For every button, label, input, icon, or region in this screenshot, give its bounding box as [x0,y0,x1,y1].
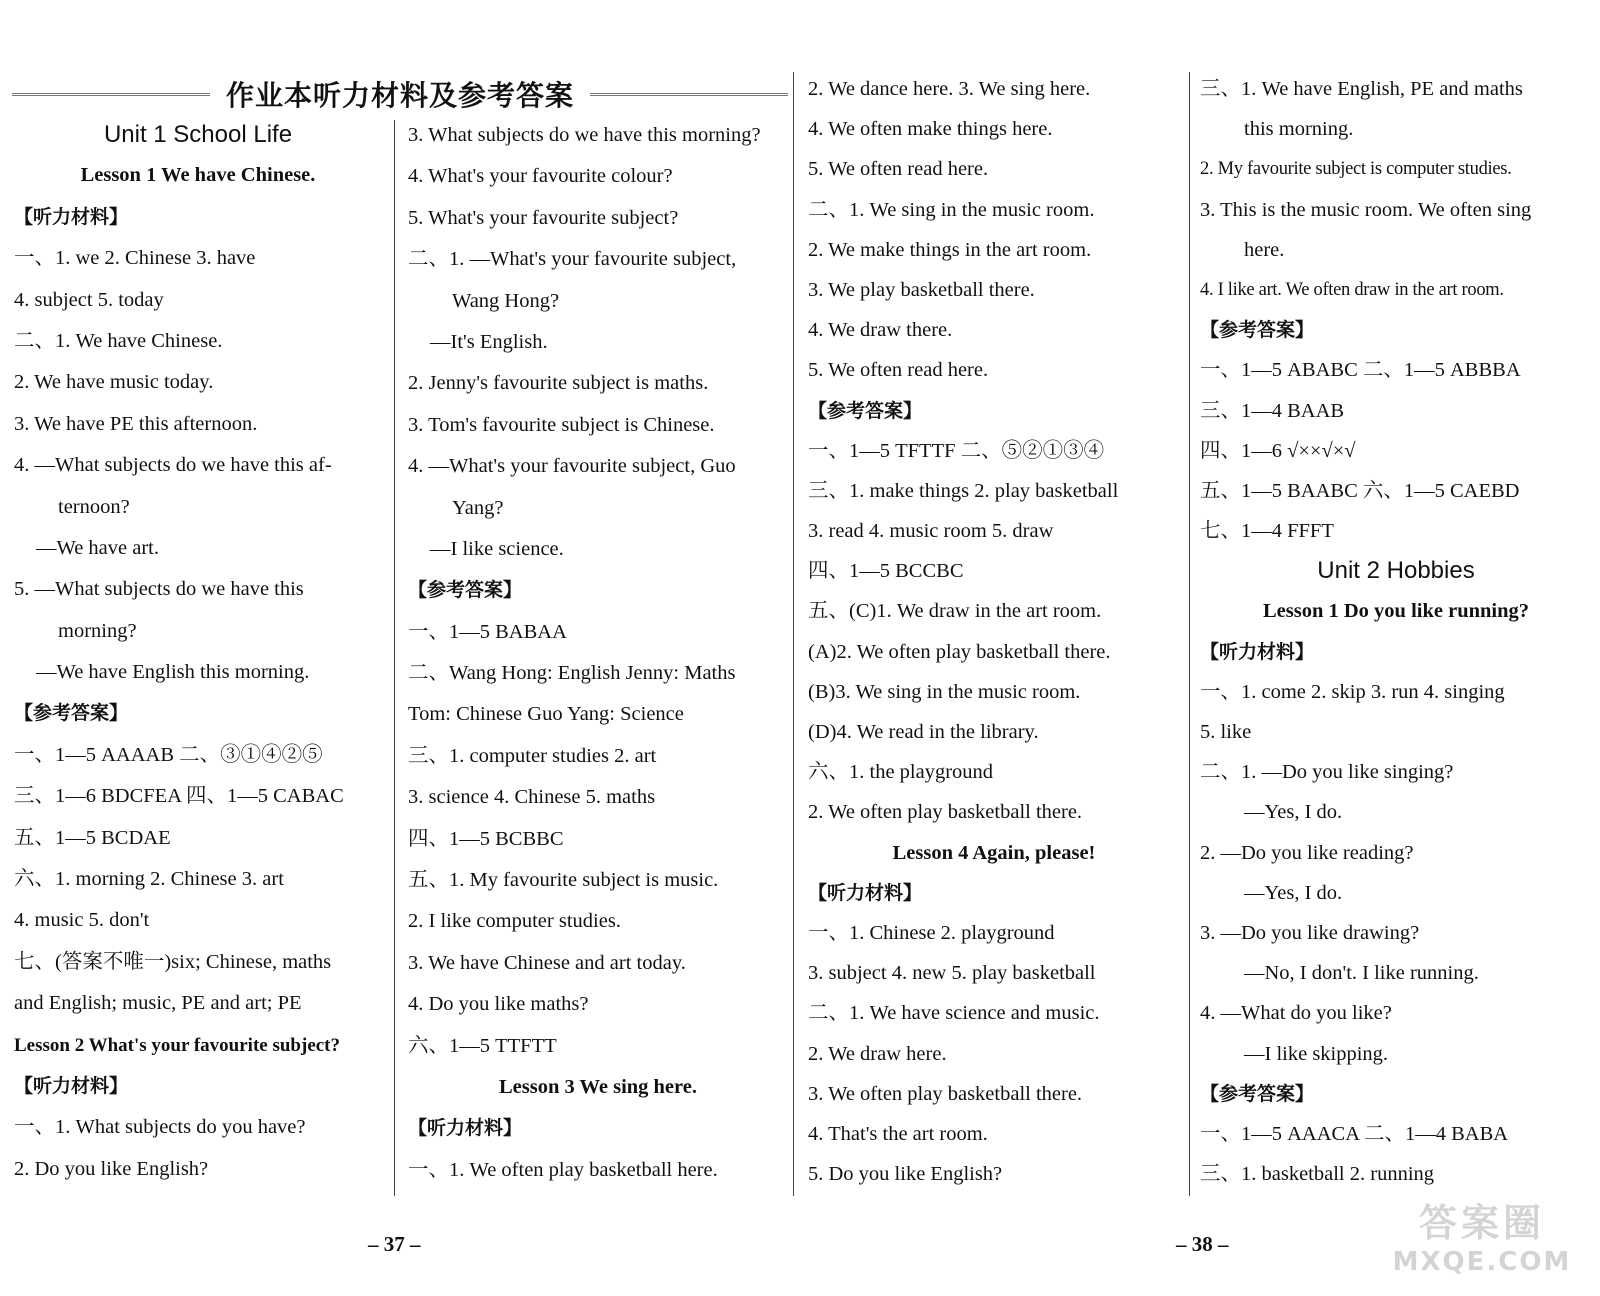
text-line: morning? [58,619,137,642]
text-line: 2. We have music today. [14,371,214,394]
page-divider [793,72,794,1196]
text-line: (D)4. We read in the library. [808,721,1039,743]
text-line: 一、1. we 2. Chinese 3. have [14,247,256,270]
text-line: 4. —What subjects do we have this af- [14,454,332,477]
text-line: 2. —Do you like reading? [1200,841,1414,864]
text-line: 六、1—5 TTFTT [408,1034,557,1057]
section-label: 【参考答案】 [1200,1082,1315,1105]
text-line: 一、1—5 AAACA 二、1—4 BABA [1200,1122,1509,1145]
text-line: 5. We often read here. [808,158,989,181]
text-line: 2. We draw here. [808,1042,947,1065]
section-label: 【参考答案】 [14,702,129,725]
section-label: 【参考答案】 [808,399,923,422]
text-line: 4. Do you like maths? [408,993,589,1016]
text-line: 2. We dance here. 3. We sing here. [808,78,1091,100]
text-line: 三、1. We have English, PE and maths [1200,78,1523,100]
text-line: —I like science. [430,537,564,560]
text-line: 3. Tom's favourite subject is Chinese. [408,413,715,436]
title-rule-right [590,93,788,96]
text-line: 四、1—5 BCCBC [808,560,964,583]
text-line: 三、1—6 BDCFEA 四、1—5 CABAC [14,785,344,808]
text-line: and English; music, PE and art; PE [14,992,302,1015]
text-line: 一、1. What subjects do you have? [14,1116,306,1139]
page-title-row [12,70,788,118]
text-line: 3. subject 4. new 5. play basketball [808,962,1096,985]
text-line: 五、1—5 BCDAE [14,826,171,849]
text-line: 4. —What's your favourite subject, Guo [408,455,736,478]
text-line: 4. I like art. We often draw in the art room. [1200,279,1504,300]
text-line: 3. What subjects do we have this morning? [408,124,761,146]
text-line: 3. This is the music room. We often sing [1200,198,1532,221]
page-number-left: – 37 – [368,1232,421,1256]
text-line: 4. We often make things here. [808,118,1053,141]
lesson-heading: Lesson 3 We sing here. [498,1075,697,1098]
text-line: 五、(C)1. We draw in the art room. [808,600,1102,623]
section-label: 【听力材料】 [408,1117,523,1140]
text-line: 2. I like computer studies. [408,910,621,933]
text-line: ternoon? [58,495,130,518]
text-line: 3. We play basketball there. [808,278,1035,301]
text-line: 一、1—5 TFTTF 二、⑤②①③④ [808,439,1105,462]
text-line: 七、(答案不唯一)six; Chinese, maths [14,950,332,973]
lesson-heading: Lesson 4 Again, please! [892,841,1096,864]
lesson-heading: Lesson 1 Do you like running? [1263,600,1529,623]
column-divider-3 [1189,72,1190,1196]
unit-heading: Unit 1 School Life [103,121,293,148]
text-line: 4. subject 5. today [14,288,164,311]
text-line: 2. My favourite subject is computer studies. [1200,159,1512,180]
text-line: 二、1. We have Chinese. [14,329,223,352]
text-line: 六、1. the playground [808,761,994,784]
text-line: 5. We often read here. [808,359,989,382]
text-line: 二、Wang Hong: English Jenny: Maths [408,662,736,685]
text-line: 五、1. My favourite subject is music. [408,869,719,892]
text-line: 5. Do you like English? [808,1163,1003,1186]
unit-heading: Unit 2 Hobbies [1317,557,1475,585]
text-line: Lesson 2 What's your favourite subject? [14,1034,341,1056]
text-line: 三、1. basketball 2. running [1200,1163,1435,1186]
column-3 [808,69,1180,1199]
text-line: 四、1—5 BCBBC [408,827,564,850]
text-line: Tom: Chinese Guo Yang: Science [408,703,684,726]
text-line: —We have art. [36,536,159,559]
text-line: —It's English. [430,330,548,353]
text-line: 4. —What do you like? [1200,1002,1392,1025]
text-line: 5. like [1200,721,1252,743]
text-line: 七、1—4 FFFT [1200,520,1334,543]
text-line: 五、1—5 BAABC 六、1—5 CAEBD [1200,479,1520,502]
column-4 [1200,69,1592,1199]
section-label: 【听力材料】 [14,205,129,228]
page-title: 作业本听力材料及参考答案 [226,79,575,112]
text-line: 二、1. We sing in the music room. [808,198,1095,221]
text-line: 六、1. morning 2. Chinese 3. art [14,868,284,891]
text-line: —No, I don't. I like running. [1244,962,1479,985]
section-label: 【参考答案】 [408,579,523,602]
text-line: (A)2. We often play basketball there. [808,640,1111,663]
text-line: 三、1—4 BAAB [1200,399,1345,422]
text-line: —I like skipping. [1244,1042,1389,1065]
watermark-url: MXQE.COM [1392,1247,1572,1277]
section-label: 【听力材料】 [14,1074,129,1097]
section-label: 【参考答案】 [1200,319,1315,342]
column-2 [408,115,788,1197]
text-line: 一、1—5 ABABC 二、1—5 ABBBA [1200,359,1521,382]
text-line: 三、1. computer studies 2. art [408,744,657,767]
text-line: Yang? [452,496,504,519]
text-line: 2. We make things in the art room. [808,238,1092,261]
text-line: 2. Do you like English? [14,1157,209,1180]
text-line: 5. What's your favourite subject? [408,206,679,229]
page-number-right: – 38 – [1176,1232,1229,1256]
text-line: 4. That's the art room. [808,1122,988,1145]
text-line: 一、1—5 AAAAB 二、③①④②⑤ [14,743,323,766]
text-line: 一、1. Chinese 2. playground [808,921,1055,944]
section-label: 【听力材料】 [1200,640,1315,663]
text-line: 四、1—6 √××√×√ [1200,439,1356,462]
watermark-logo [1382,1200,1582,1284]
title-rule-left [12,93,210,96]
text-line: here. [1244,238,1285,261]
watermark-text: 答案圈 [1418,1201,1545,1245]
text-line: 三、1. make things 2. play basketball [808,479,1119,502]
text-line: 3. We often play basketball there. [808,1082,1083,1105]
text-line: 2. Jenny's favourite subject is maths. [408,372,709,395]
text-line: 二、1. —Do you like singing? [1200,761,1454,784]
text-line: 二、1. We have science and music. [808,1002,1100,1025]
text-line: 4. What's your favourite colour? [408,165,673,188]
text-line: Wang Hong? [452,289,560,312]
text-line: 3. We have PE this afternoon. [14,412,258,435]
text-line: 二、1. —What's your favourite subject, [408,248,737,271]
text-line: 一、1—5 BABAA [408,620,567,643]
text-line: —We have English this morning. [36,661,310,684]
text-line: 3. read 4. music room 5. draw [808,520,1054,543]
text-line: this morning. [1244,118,1354,141]
text-line: 2. We often play basketball there. [808,801,1083,824]
text-line: 4. music 5. don't [14,909,150,932]
text-line: 一、1. come 2. skip 3. run 4. singing [1200,680,1505,703]
text-line: 5. —What subjects do we have this [14,578,304,601]
text-line: —Yes, I do. [1244,881,1343,904]
text-line: 一、1. We often play basketball here. [408,1158,718,1181]
section-label: 【听力材料】 [808,881,923,904]
text-line: —Yes, I do. [1244,801,1343,824]
text-line: 3. —Do you like drawing? [1200,921,1420,944]
text-line: 3. We have Chinese and art today. [408,951,686,974]
column-1 [14,114,382,1196]
text-line: 4. We draw there. [808,319,953,342]
text-line: 3. science 4. Chinese 5. maths [408,786,656,809]
lesson-heading: Lesson 1 We have Chinese. [80,164,316,187]
text-line: (B)3. We sing in the music room. [808,680,1081,703]
column-divider-1 [394,120,395,1196]
